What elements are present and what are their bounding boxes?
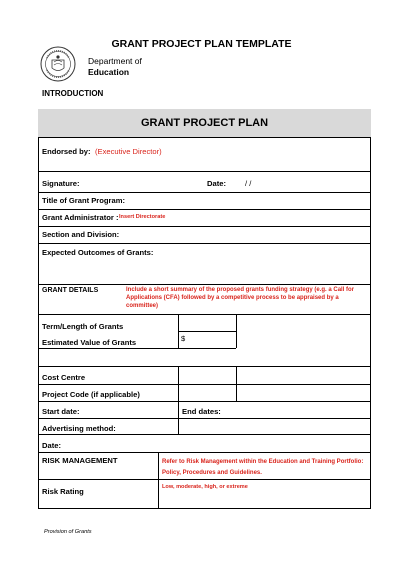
row-divider (38, 479, 371, 480)
endorsed-by-label: Endorsed by: (42, 147, 91, 156)
government-seal-icon (40, 46, 76, 82)
currency-symbol[interactable]: $ (181, 334, 186, 343)
department-name (88, 56, 142, 78)
date-label-2: Date: (42, 441, 61, 450)
row-divider (38, 314, 371, 315)
project-code-label: Project Code (if applicable) (42, 390, 140, 399)
risk-rating-label: Risk Rating (42, 487, 84, 496)
estimated-value-label: Estimated Value of Grants (42, 338, 137, 347)
row-divider (178, 331, 236, 332)
introduction-heading: INTRODUCTION (42, 89, 104, 98)
cost-centre-label: Cost Centre (42, 373, 86, 382)
end-dates-label: End dates: (182, 407, 221, 416)
risk-management-label: RISK MANAGEMENT (42, 456, 118, 465)
column-divider (236, 366, 237, 401)
row-divider (38, 226, 371, 227)
row-divider (38, 209, 371, 210)
row-divider (38, 366, 371, 367)
advertising-method-label: Advertising method: (42, 424, 116, 433)
footer-text: Provision of Grants (44, 529, 92, 535)
row-divider (38, 452, 371, 453)
document-title: GRANT PROJECT PLAN TEMPLATE (111, 38, 292, 50)
row-divider (38, 434, 371, 435)
date-label: Date: (207, 179, 226, 188)
section-division-label: Section and Division: (42, 230, 120, 239)
department-line2: Education (88, 67, 130, 77)
column-divider (158, 452, 159, 509)
row-divider (38, 348, 236, 349)
column-divider (178, 314, 179, 348)
row-divider (38, 243, 371, 244)
department-line1: Department of (88, 56, 142, 66)
row-divider (38, 171, 371, 172)
column-divider (178, 366, 179, 434)
row-divider (38, 401, 371, 402)
row-divider (38, 418, 371, 419)
start-date-label: Start date: (42, 407, 80, 416)
expected-outcomes-label: Expected Outcomes of Grants: (42, 248, 154, 257)
row-divider (38, 192, 371, 193)
grant-title-label: Title of Grant Program: (42, 196, 125, 205)
term-length-label: Term/Length of Grants (42, 322, 124, 331)
risk-rating-value[interactable]: Low, moderate, high, or extreme (162, 484, 248, 490)
grant-administrator-value[interactable]: Insert Directorate (119, 214, 166, 220)
grant-details-label: GRANT DETAILS (42, 287, 99, 294)
grant-administrator-label: Grant Administrator : (42, 213, 119, 222)
grant-details-text: Include a short summary of the proposed grants funding strategy (e.g. a Call for Applications (CFA) followed by a competitive process to be appraised by a committee) (126, 287, 355, 309)
signature-label: Signature: (42, 179, 80, 188)
endorsed-by-value[interactable]: (Executive Director) (95, 147, 162, 156)
risk-management-text: Refer to Risk Management within the Education and Training Portfolio: Policy, Procedures and Guidelines. (162, 459, 364, 476)
date-value[interactable]: / / (245, 179, 252, 188)
row-divider (38, 284, 371, 285)
row-divider (38, 384, 371, 385)
form-header: GRANT PROJECT PLAN (38, 109, 371, 138)
column-divider (236, 314, 237, 348)
